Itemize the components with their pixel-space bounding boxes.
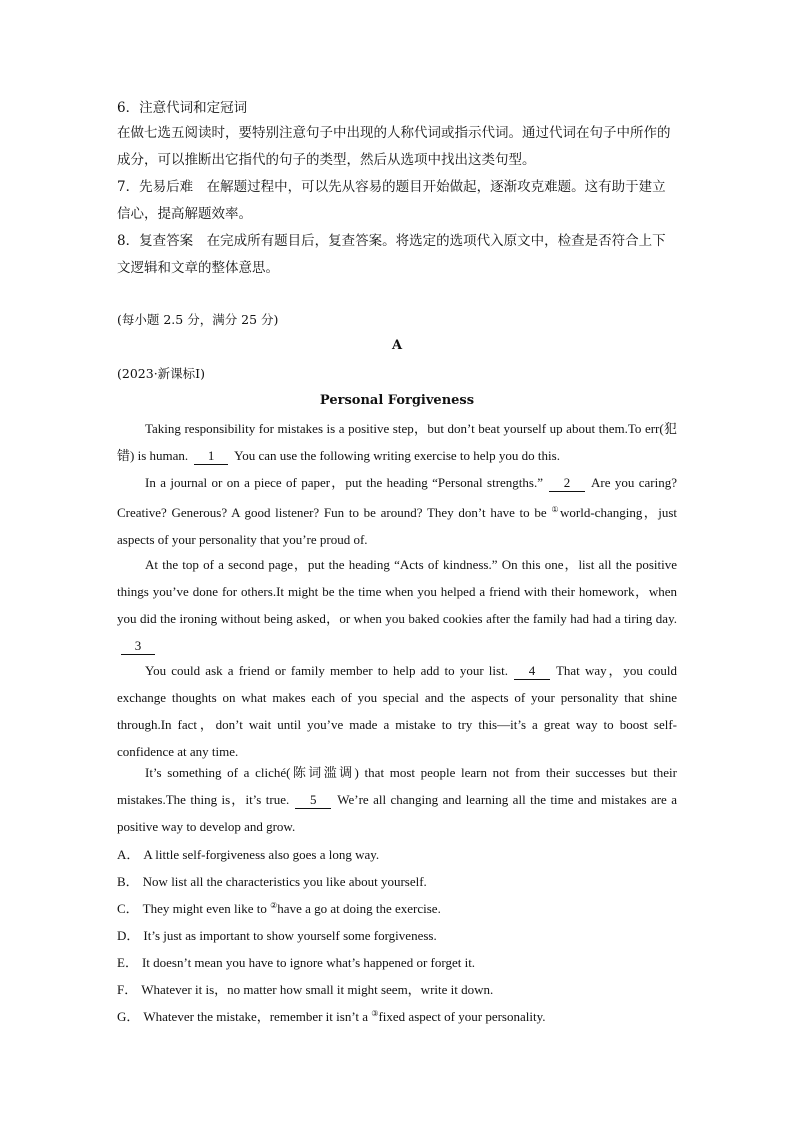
tip7-body: 7．先易后难 在解题过程中，可以先从容易的题目开始做起，逐渐攻克难题。这有助于建立信心，提高解题效率。 xyxy=(117,179,666,222)
option-c xyxy=(117,898,441,917)
blank-1: 1 xyxy=(194,448,228,465)
option-e xyxy=(117,952,475,971)
paragraph-1-text-a: Taking responsibility for mistakes is a positive step，but don’t beat yourself up about them.To err(犯错) is human. xyxy=(117,421,677,463)
paragraph-2-text-b: Are you caring? Creative? Generous? A good listener? Fun to be around? They don’t have to be xyxy=(117,475,677,520)
passage-label: A xyxy=(391,338,403,353)
footnote-mark-1: ① xyxy=(551,505,561,514)
option-g xyxy=(117,1006,546,1025)
option-f-letter: F． xyxy=(117,982,138,997)
score-note: (每小题 2.5 分，满分 25 分) xyxy=(117,312,279,327)
option-a-letter: A． xyxy=(117,847,140,862)
footnote-mark-3: ③ xyxy=(371,1009,379,1018)
paragraph-5-text-a: It’s something of a cliché(陈词滥调) that most people learn not from their successes but their mistakes.The thing is，it’s true. xyxy=(117,765,677,807)
blank-3: 3 xyxy=(121,638,155,655)
tip6-body: 在做七选五阅读时，要特别注意句子中出现的人称代词或指示代词。通过代词在句子中所作的成分，可以推断出它指代的句子的类型，然后从选项中找出这类句型。 xyxy=(117,125,671,168)
paragraph-2 xyxy=(117,469,677,553)
option-b-letter: B． xyxy=(117,874,139,889)
paragraph-3-text-a: At the top of a second page，put the heading “Acts of kindness.” On this one，list all the positive things you’ve done for others.It might be the time when you helped a friend with their homework，when you did the ironing without being asked，or when you baked cookies after the family had had a tiring day. xyxy=(117,557,677,626)
paragraph-2-text-a: In a journal or on a piece of paper，put the heading “Personal strengths.” xyxy=(145,475,543,490)
paragraph-4 xyxy=(117,657,677,765)
option-c-text-b: have a go at doing the exercise. xyxy=(277,901,441,916)
option-d-letter: D． xyxy=(117,928,140,943)
option-f-text: Whatever it is，no matter how small it might seem，write it down. xyxy=(141,982,494,997)
option-f xyxy=(117,979,493,998)
option-b xyxy=(117,871,427,890)
option-g-letter: G． xyxy=(117,1009,140,1024)
tip6-heading: 6．注意代词和定冠词 xyxy=(117,100,248,116)
blank-2: 2 xyxy=(549,475,585,492)
tip8-body: 8．复查答案 在完成所有题目后，复查答案。将选定的选项代入原文中，检查是否符合上下文逻辑和文章的整体意思。 xyxy=(117,233,666,276)
passage-source: (2023·新课标Ⅰ) xyxy=(117,366,205,381)
option-e-text: It doesn’t mean you have to ignore what’s happened or forget it. xyxy=(141,955,476,970)
paragraph-3 xyxy=(117,551,677,659)
paragraph-1-text-b: You can use the following writing exercise to help you do this. xyxy=(234,448,560,463)
option-b-text: Now list all the characteristics you like about yourself. xyxy=(142,874,427,889)
blank-4: 4 xyxy=(514,663,550,680)
paragraph-2-text-c: world-changing，just aspects of your personality that you’re proud of. xyxy=(117,505,678,547)
paragraph-4-text-b: That way，you could exchange thoughts on what makes each of you special and the aspects of your personality that shine through.In fact，don’t wait until you’ve made a mistake to try this—it’s a great way to boost self-confidence at any time. xyxy=(117,663,677,759)
option-a xyxy=(117,844,379,863)
option-a-text: A little self-forgiveness also goes a long way. xyxy=(143,847,380,862)
option-c-text-a: They might even like to xyxy=(142,901,271,916)
passage-title: Personal Forgiveness xyxy=(319,393,475,408)
paragraph-5-text-b: We’re all changing and learning all the time and mistakes are a positive way to develop and grow. xyxy=(117,792,677,834)
paragraph-5 xyxy=(117,759,677,840)
option-e-letter: E． xyxy=(117,955,138,970)
option-d xyxy=(117,925,437,944)
option-d-text: It’s just as important to show yourself some forgiveness. xyxy=(143,928,437,943)
option-c-letter: C． xyxy=(117,901,139,916)
footnote-mark-2: ② xyxy=(270,901,278,910)
paragraph-1 xyxy=(117,415,677,469)
paragraph-4-text-a: You could ask a friend or family member to help add to your list. xyxy=(145,663,508,678)
option-g-text-a: Whatever the mistake，remember it isn’t a xyxy=(143,1009,372,1024)
blank-5: 5 xyxy=(295,792,331,809)
option-g-text-b: fixed aspect of your personality. xyxy=(378,1009,546,1024)
